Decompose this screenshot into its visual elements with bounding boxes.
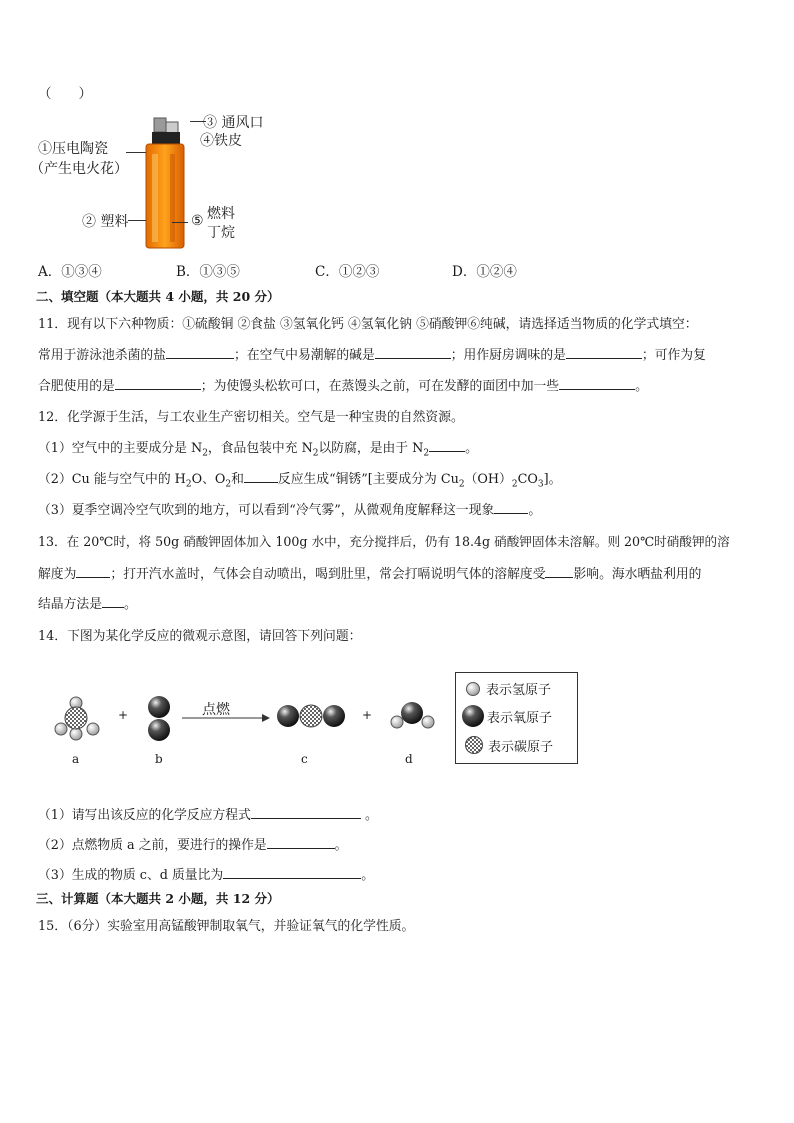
q12-blank-2[interactable]: [244, 468, 278, 483]
legend-box: [455, 672, 578, 764]
q12-line4: （3）夏季空调冷空气吹到的地方，可以看到“冷气雾”，从微观角度解释这一现象 。: [38, 499, 541, 518]
q11-blank-3[interactable]: [566, 344, 642, 359]
legend-carbon: 表示碳原子: [464, 735, 553, 755]
caption-c: c: [301, 752, 308, 766]
lighter-label-vent: ③ 通风口: [203, 115, 264, 131]
q11-blank-2[interactable]: [375, 344, 451, 359]
q14-line1: 14．下图为某化学反应的微观示意图，请回答下列问题：: [38, 629, 362, 644]
q14-sub2: （2）点燃物质 a 之前，要进行的操作是 。: [38, 834, 347, 853]
caption-b: b: [155, 752, 163, 766]
q11-blank-4[interactable]: [115, 375, 201, 390]
molecule-b: [148, 696, 170, 741]
q12-line3: （2）Cu 能与空气中的 $H_2O$、$O_2$和 反应生成“铜锈”[主要成分为 $Cu_2(OH)_2CO_3$]。: [38, 468, 561, 490]
molecule-a: [55, 697, 99, 740]
reaction-diagram: [40, 660, 460, 775]
molecule-d: [391, 702, 434, 728]
q14-blank-2[interactable]: [267, 834, 335, 849]
q13-line3: 结晶方法是 。: [38, 593, 137, 612]
q11-line1: 11．现有以下六种物质：①硫酸铜 ②食盐 ③氢氧化钙 ④氢氧化钠 ⑤硝酸钾⑥纯碱，请选择适当物质的化学式填空：: [38, 317, 698, 332]
option-c[interactable]: C．①②③: [315, 264, 380, 280]
q12-line2: （1）空气中的主要成分是 $N_2$，食品包装中充 $N_2$以防腐，是由于 $N_2$ 。: [38, 437, 478, 459]
plus-1: +: [118, 708, 129, 722]
option-a[interactable]: A．①③④: [38, 264, 102, 280]
lighter-label-iron: ④铁皮: [200, 133, 242, 149]
lighter-label-fuel: 燃料: [207, 206, 235, 222]
lighter-label-piezo: ①压电陶瓷: [38, 141, 108, 157]
q11-line2: 常用于游泳池杀菌的盐 ；在空气中易潮解的碱是 ；用作厨房调味的是 ；可作为复: [38, 344, 706, 363]
q14-sub3: （3）生成的物质 c、d 质量比为 。: [38, 864, 374, 883]
q13-line1: 13．在 20℃时，将 50g 硝酸钾固体加入 100g 水中，充分搅拌后，仍有 18.4g 硝酸钾固体未溶解。则 20℃时硝酸钾的溶: [38, 534, 730, 549]
q11-blank-5[interactable]: [559, 375, 635, 390]
option-b[interactable]: B．①③⑤: [176, 264, 240, 280]
section-fill-in-title: 二、填空题（本大题共 4 小题，共 20 分）: [36, 289, 280, 304]
caption-d: d: [405, 752, 413, 766]
q12-line1: 12．化学源于生活，与工农业生产密切相关。空气是一种宝贵的自然资源。: [38, 410, 464, 425]
q13-blank-1[interactable]: [76, 563, 110, 578]
q14-sub1: （1）请写出该反应的化学反应方程式 。: [38, 804, 378, 823]
q11-blank-1[interactable]: [166, 344, 234, 359]
section-calc-title: 三、计算题（本大题共 2 小题，共 12 分）: [36, 891, 280, 906]
lighter-label-fuel-num: ⑤: [191, 213, 204, 229]
lighter-label-plastic: ② 塑料: [82, 214, 129, 230]
lighter-label-butane: 丁烷: [207, 225, 235, 241]
legend-hydrogen: 表示氢原子: [464, 679, 551, 698]
q13-blank-3[interactable]: [102, 593, 124, 608]
q12-blank-3[interactable]: [494, 499, 528, 514]
plus-2: +: [362, 708, 373, 722]
q14-blank-3[interactable]: [223, 864, 361, 879]
lighter-label-spark: （产生电火花）: [30, 161, 128, 177]
q14-blank-1[interactable]: [251, 804, 361, 819]
q12-blank-1[interactable]: [429, 437, 465, 452]
caption-a: a: [72, 752, 80, 766]
q13-line2: 解度为 ；打开汽水盖时，气体会自动喷出，喝到肚里，常会打嗝说明气体的溶解度受 影响。海水晒盐利用的: [38, 563, 701, 582]
option-d[interactable]: D．①②④: [452, 264, 517, 280]
legend-oxygen: 表示氧原子: [461, 704, 552, 728]
molecule-c: [277, 705, 345, 727]
q15-line: 15．（6分）实验室用高锰酸钾制取氧气，并验证氧气的化学性质。: [38, 919, 415, 934]
lighter-image: [140, 110, 190, 250]
q13-blank-2[interactable]: [545, 563, 573, 578]
answer-paren: （ ）: [38, 86, 92, 102]
arrow-label: 点燃: [202, 702, 230, 718]
q11-line3: 合肥使用的是 ；为使馒头松软可口，在蒸馒头之前，可在发酵的面团中加一些 。: [38, 375, 648, 394]
